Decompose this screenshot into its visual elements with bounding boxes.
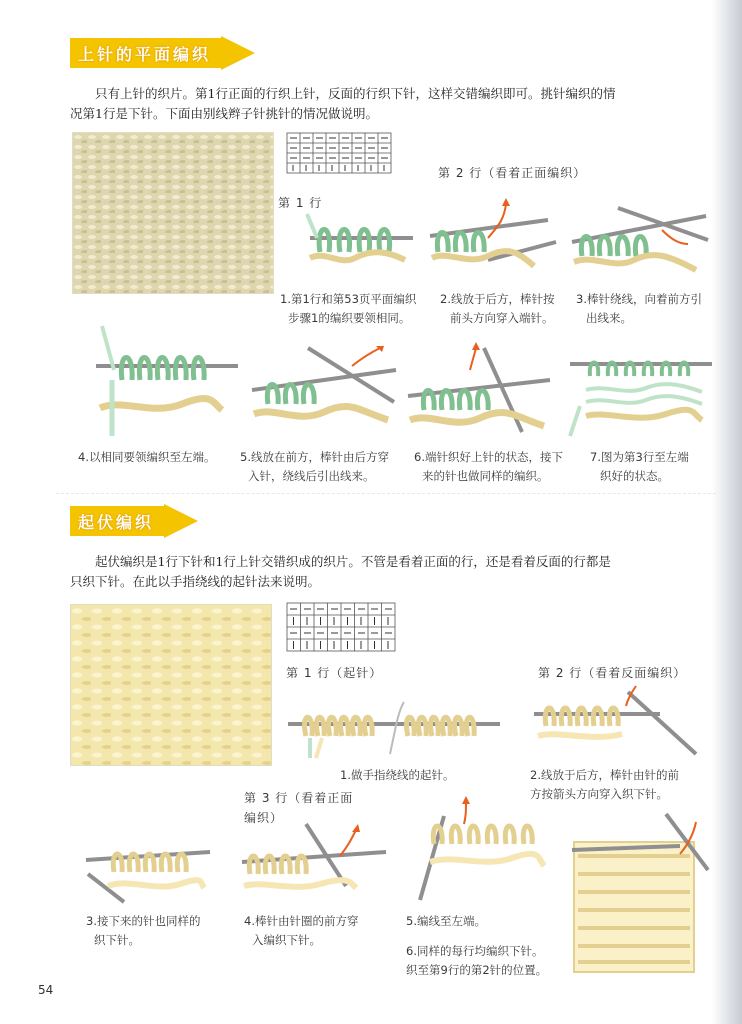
purl-chart-grid bbox=[286, 132, 394, 176]
section1-intro-line2: 况第1行是下针。下面由别线辫子针挑针的情况做说明。 bbox=[70, 106, 378, 121]
caption-line: 4.以相同要领编织至左端。 bbox=[78, 450, 216, 464]
section2-step6-illustration bbox=[570, 810, 710, 978]
section2-intro-line2: 只织下针。在此以手指绕线的起针法来说明。 bbox=[70, 574, 321, 589]
caption-line: 1.做手指绕线的起针。 bbox=[340, 768, 455, 782]
caption-line: 步骤1的编织要领相同。 bbox=[288, 311, 411, 325]
caption-line: 1.第1行和第53页平面编织 bbox=[280, 292, 417, 306]
section1-caption-2 bbox=[440, 290, 570, 328]
section2-heading-banner bbox=[70, 506, 198, 536]
section2-caption-2 bbox=[530, 766, 720, 804]
section1-row1-label: 第 1 行 bbox=[278, 196, 323, 210]
purl-stockinette-swatch-photo bbox=[72, 132, 274, 294]
section1-intro-line1: 只有上针的织片。第1行正面的行织上针，反面的行织下针，这样交错编织即可。挑针编织的情 bbox=[95, 86, 616, 101]
section2-intro-line1: 起伏编织是1行下针和1行上针交错织成的织片。不管是看着正面的行，还是看着反面的行都是 bbox=[95, 554, 611, 569]
caption-line: 织好的状态。 bbox=[600, 469, 669, 483]
caption-line: 3.棒针绕线，向着前方引 bbox=[576, 292, 702, 306]
section2-heading: 起伏编织 bbox=[70, 506, 164, 536]
section2-step4-illustration bbox=[240, 820, 390, 900]
section2-caption-6 bbox=[406, 942, 576, 980]
row3-label-line: 第 3 行（看着正面 bbox=[244, 791, 354, 805]
section2-caption-4 bbox=[244, 912, 394, 950]
banner-arrow-icon bbox=[221, 36, 255, 70]
section2-caption-5 bbox=[406, 912, 566, 931]
section-divider bbox=[56, 493, 716, 494]
caption-line: 5.线放在前方，棒针由后方穿 bbox=[240, 450, 389, 464]
section1-intro bbox=[70, 84, 720, 124]
section1-heading-banner bbox=[70, 38, 255, 68]
page-number: 54 bbox=[38, 983, 54, 997]
section2-intro bbox=[70, 552, 720, 592]
section2-caption-1 bbox=[340, 766, 500, 785]
section1-caption-6 bbox=[414, 448, 584, 486]
caption-line: 3.接下来的针也同样的 bbox=[86, 914, 201, 928]
section1-step3-illustration bbox=[570, 190, 710, 282]
page-edge-shadow bbox=[712, 0, 742, 1024]
section1-step4-illustration bbox=[92, 320, 242, 440]
section1-caption-5 bbox=[240, 448, 410, 486]
caption-line: 6.端针织好上针的状态，接下 bbox=[414, 450, 563, 464]
caption-line: 入针，绕线后引出线来。 bbox=[248, 469, 375, 483]
section1-step7-illustration bbox=[566, 346, 716, 442]
caption-line: 2.线放于后方，棒针由针的前 bbox=[530, 768, 679, 782]
section1-heading: 上针的平面编织 bbox=[70, 38, 221, 68]
section1-caption-3 bbox=[576, 290, 716, 328]
caption-line: 织至第9行的第2针的位置。 bbox=[406, 963, 548, 977]
caption-line: 5.编线至左端。 bbox=[406, 914, 486, 928]
section2-row2-label: 第 2 行（看着反面编织） bbox=[538, 666, 687, 680]
section2-step1-illustration bbox=[286, 696, 504, 760]
garter-chart-grid bbox=[286, 602, 398, 654]
section2-step3-illustration bbox=[84, 824, 214, 904]
section1-caption-4 bbox=[78, 448, 238, 467]
caption-line: 6.同样的每行均编织下针。 bbox=[406, 944, 544, 958]
caption-line: 7.图为第3行至左端 bbox=[590, 450, 689, 464]
section2-step2-illustration bbox=[532, 684, 702, 760]
caption-line: 方按箭头方向穿入织下针。 bbox=[530, 787, 668, 801]
section2-row1-label: 第 1 行（起针） bbox=[286, 666, 383, 680]
garter-stitch-swatch-photo bbox=[70, 604, 272, 766]
section1-step1-illustration bbox=[305, 212, 415, 282]
caption-line: 4.棒针由针圈的前方穿 bbox=[244, 914, 359, 928]
caption-line: 2.线放于后方，棒针按 bbox=[440, 292, 555, 306]
section1-step2-illustration bbox=[428, 190, 558, 282]
section1-caption-1 bbox=[280, 290, 430, 328]
banner-arrow-icon bbox=[164, 504, 198, 538]
caption-line: 前头方向穿入端针。 bbox=[450, 311, 554, 325]
caption-line: 织下针。 bbox=[94, 933, 140, 947]
section1-step6-illustration bbox=[404, 340, 554, 440]
caption-line: 出线来。 bbox=[586, 311, 632, 325]
section1-step5-illustration bbox=[248, 340, 398, 440]
section1-row2-label: 第 2 行（看着正面编织） bbox=[438, 166, 587, 180]
section2-step5-illustration bbox=[404, 796, 554, 906]
caption-line: 来的针也做同样的编织。 bbox=[422, 469, 549, 483]
row3-label-line: 编织） bbox=[244, 811, 284, 825]
section1-caption-7 bbox=[590, 448, 720, 486]
caption-line: 入编织下针。 bbox=[252, 933, 321, 947]
section2-caption-3 bbox=[86, 912, 236, 950]
